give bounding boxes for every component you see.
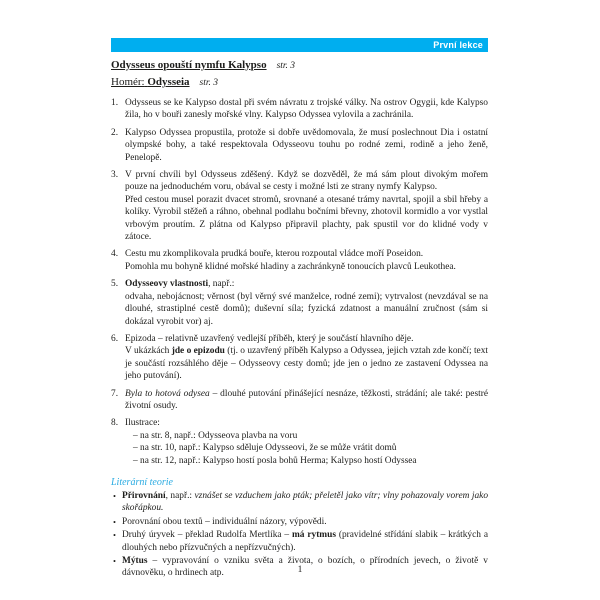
bullet-text-segment: Mýtus xyxy=(122,556,148,566)
item-number: 7. xyxy=(111,388,119,399)
subtitle xyxy=(111,76,488,88)
subtitle-author: Homér: xyxy=(111,76,145,88)
item-number: 5. xyxy=(111,279,119,290)
bullet-text-segment: , např.: xyxy=(165,490,195,501)
page-title xyxy=(111,59,488,71)
bullet-text-segment: Přirovnání xyxy=(122,490,166,501)
bullet-text-segment: má rytmus xyxy=(291,530,336,541)
lesson-banner xyxy=(111,38,488,52)
page-content xyxy=(111,38,488,580)
item-text-segment: – na str. 12, např.: Kalypso hostí posla bohů Herma; Kalypso hostí Odyssea xyxy=(133,455,417,466)
dash-item xyxy=(125,430,488,442)
bullet-text-segment: Druhý úryvek – překlad Rudolfa Mertlíka – xyxy=(122,530,292,541)
bullet-icon: • xyxy=(113,516,116,527)
item-text xyxy=(125,333,488,383)
item-text-segment: Byla to hotová odysea xyxy=(125,388,210,399)
bullet-text-segment: Porovnání obou textů – individuální názory, výpovědi. xyxy=(122,516,327,527)
item-text-segment: Kalypso Odyssea propustila, protože si dobře uvědomovala, že musí poslechnout Dia i ostatní olympské bohy, a také respektovala Odysseovu touhu po rodné zemi, rodině a jeho ženě, Penelopě. xyxy=(125,127,488,163)
item-text-segment: Ilustrace: xyxy=(125,418,160,429)
item-text-segment: Pomohla mu bohyně klidné mořské hladiny a zachránkyně tonoucích plavců Leukothea. xyxy=(125,261,456,272)
item-text-segment: Cestu mu zkomplikovala prudká bouře, kterou rozpoutal vládce moří Poseidon. xyxy=(125,249,424,260)
item-text-segment: – na str. 8, např.: Odysseova plavba na voru xyxy=(133,430,298,441)
bullet-icon: • xyxy=(113,556,116,566)
bullet-item xyxy=(111,516,488,528)
item-text-segment: Před cestou musel porazit dvacet stromů, srovnané a otesané trámy navrtal, spojil a sbil hřeby a kolíky. Vyrobil stěžeň a ráhno, obehnal podlahu bočními břevny, zhotovil kormidlo a vor vystlal vrbovým proutím. Z plátna od Kalypso připravil plachty, pak spustil vor do klidné vody v zátoce. xyxy=(125,194,488,243)
item-text-segment: – dlouhé putování přinášející nesnáze, těžkosti, strádání; ale také: pestré životní osudy. xyxy=(125,388,488,411)
bullet-text-segment: vznášet se vzduchem jako pták; přeletěl jako vítr; vlny pohazovaly vorem jako skořápkou. xyxy=(122,490,489,514)
item-text-segment: – na str. 10, např.: Kalypso sděluje Odysseovi, že se může vrátit domů xyxy=(133,443,397,454)
item-text xyxy=(125,127,488,164)
title-page-ref: str. 3 xyxy=(276,61,296,71)
item-number: 1. xyxy=(111,98,119,108)
list-item xyxy=(111,169,488,243)
bullet-item xyxy=(111,529,488,554)
title-text: Odysseus opouští nymfu Kalypso xyxy=(111,59,267,71)
item-number: 2. xyxy=(111,127,119,138)
item-text-segment: V první chvíli byl Odysseus zděšený. Když se dozvěděl, že má sám plout divokým mořem pouze na jednoduchém voru, obával se cesty i možné lsti ze strany nymfy Kalypso. xyxy=(125,170,488,193)
bullet-text-segment: – vypravování o vzniku světa a života, o bozích, o přírodních jevech, o životě v dávnověku, o hrdinech atp. xyxy=(122,556,488,579)
item-text xyxy=(125,248,488,273)
dash-item xyxy=(125,442,488,454)
list-item xyxy=(111,417,488,467)
page-number: 1 xyxy=(297,565,303,575)
subtitle-page-ref: str. 3 xyxy=(199,78,219,88)
list-item xyxy=(111,333,488,383)
list-item xyxy=(111,127,488,164)
lesson-label: První lekce xyxy=(433,40,483,50)
item-text-segment: V ukázkách xyxy=(125,346,172,357)
item-number: 6. xyxy=(111,333,119,344)
section-heading: Literární teorie xyxy=(111,476,173,488)
item-text-segment: , např.: xyxy=(208,279,235,290)
list-item xyxy=(111,248,488,273)
bullet-item xyxy=(111,490,488,515)
list-item xyxy=(111,97,488,122)
dash-item xyxy=(125,455,488,467)
subtitle-work: Odysseia xyxy=(147,76,190,88)
item-text-segment: Odysseus se ke Kalypso dostal při svém návratu z trojské války. Na ostrov Ogygii, kde Kalypso žila, ho v bouři zanesly mořské vlny. Kalypso Odyssea vylovila a zachránila. xyxy=(125,98,488,121)
item-text xyxy=(125,97,488,122)
item-text xyxy=(125,417,488,467)
item-text-segment: jde o epizodu xyxy=(171,346,225,357)
item-number: 8. xyxy=(111,418,119,429)
list-item xyxy=(111,278,488,328)
bullet-text-segment: (pravidelné střídání slabik – krátkých a dlouhých nebo přízvučných a nepřízvučných). xyxy=(122,530,488,553)
numbered-list xyxy=(111,97,488,467)
bullet-icon: • xyxy=(113,530,116,541)
item-text xyxy=(125,388,488,413)
item-text xyxy=(125,278,488,328)
list-item xyxy=(111,388,488,413)
item-text xyxy=(125,169,488,243)
item-number: 3. xyxy=(111,170,119,181)
item-text-segment: Odysseovy vlastnosti xyxy=(125,279,209,290)
item-text-segment: Epizoda – relativně uzavřený vedlejší příběh, který je součástí hlavního děje. xyxy=(125,333,414,344)
subtitle-underlined xyxy=(111,76,190,88)
item-text-segment: odvaha, nebojácnost; věrnost (byl věrný své manželce, rodné zemi); vytrvalost (nevzdával se na dlouhé, strastiplné cestě domů); duševní síla; fyzická zdatnost a manuální zručnost (sám si dokázal vyrobit vor) aj. xyxy=(125,291,488,327)
item-text-segment: (tj. o uzavřený příběh Kalypso a Odyssea, jejich vztah zde končí; text je součástí rozsáhlého děje – Odysseovy cesty domů; jde jen o jedno ze zastavení Odyssea na jeho putování). xyxy=(125,346,489,382)
bullet-icon: • xyxy=(113,490,116,501)
item-number: 4. xyxy=(111,249,119,260)
